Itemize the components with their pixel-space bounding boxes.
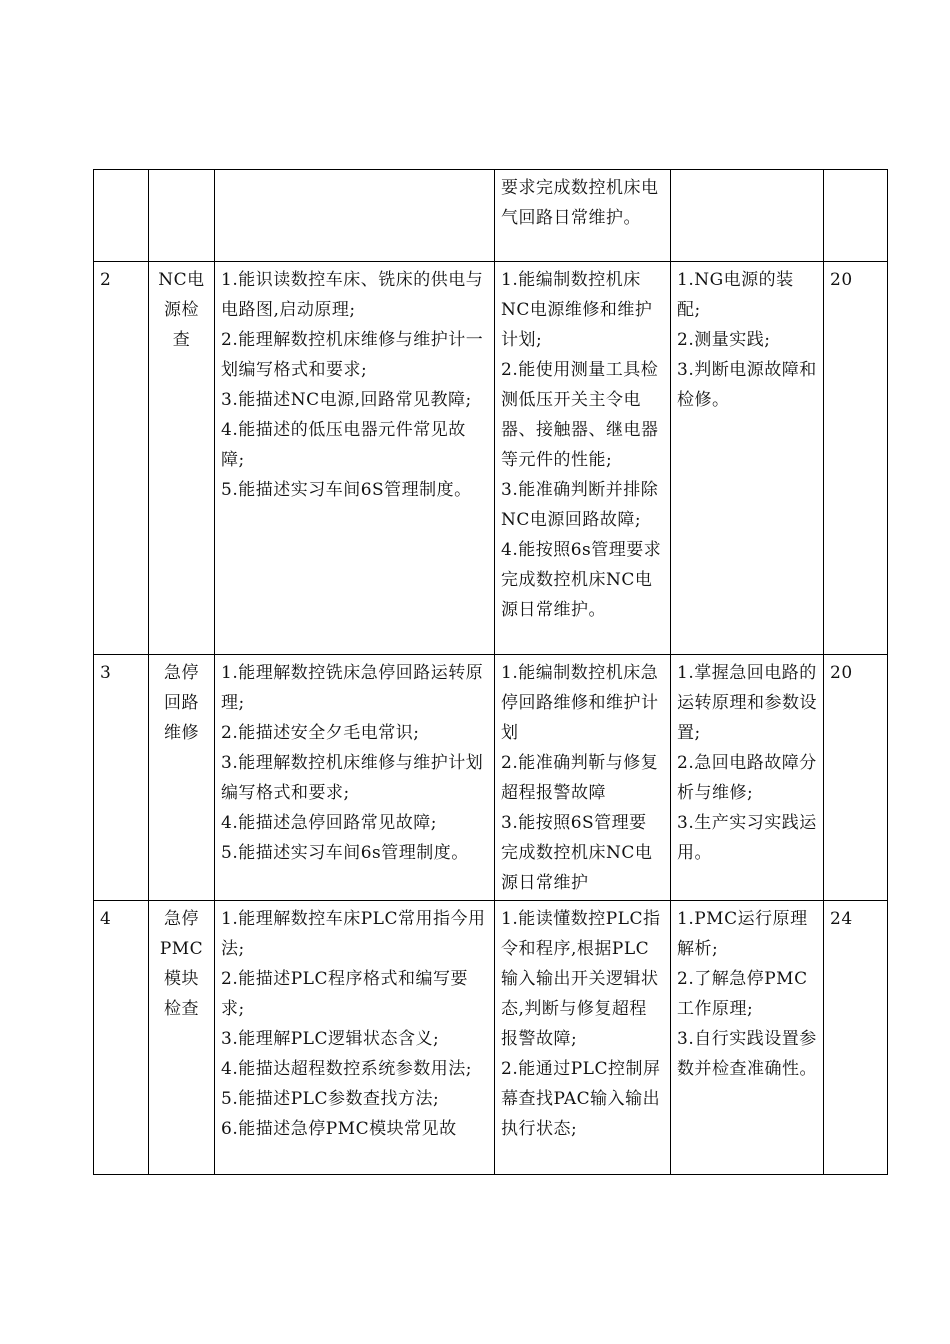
knowledge-item: 2.能描述安全夕毛电常识; [221, 723, 420, 743]
knowledge-item: 5.能描述实习车间6s管理制度。 [221, 843, 469, 863]
knowledge-item: 2.能描述PLC程序格式和编写要求; [221, 969, 468, 1019]
knowledge-item: 3.能理解PLC逻辑状态含义; [221, 1029, 440, 1049]
table-row [94, 901, 888, 1175]
hours-cell [824, 901, 888, 1175]
skill-requirements-cell [495, 262, 671, 655]
content-item: 1.NG电源的装配; [677, 270, 794, 320]
task-name-line: 检查 [164, 999, 199, 1019]
hours-cell [824, 170, 888, 262]
item-number: 2 [100, 270, 112, 290]
table-row [94, 170, 888, 262]
task-name-cell [149, 901, 215, 1175]
task-name-line: 源检 [164, 300, 199, 320]
item-number-cell [94, 655, 149, 901]
knowledge-requirements-cell [215, 262, 495, 655]
skill-item: 要求完成数控机床电气回路日常维护。 [501, 178, 659, 228]
skill-item: 3.能准确判断并排除NC电源回路故障; [501, 480, 659, 530]
skill-requirements-cell [495, 170, 671, 262]
knowledge-item: 1.能理解数控车床PLC常用指今用法; [221, 909, 486, 959]
skill-item: 1.能编制数控机床急停回路维修和维护计划 [501, 663, 659, 743]
content-item: 3.自行实践设置参数并检查准确性。 [677, 1029, 817, 1079]
skill-item: 1.能读懂数控PLC指令和程序,根据PLC输入输出开关逻辑状态,判断与修复超程报警故障; [501, 909, 661, 1049]
hours-cell [824, 262, 888, 655]
skill-item: 3.能按照6S管理要完成数控机床NC电源日常维护 [501, 813, 653, 893]
knowledge-item: 4.能描达超程数控系统参数用法; [221, 1059, 472, 1079]
knowledge-item: 4.能描述急停回路常见故障; [221, 813, 437, 833]
skill-item: 2.能通过PLC控制屏幕查找PAC输入输出执行状态; [501, 1059, 661, 1139]
training-content-cell [671, 170, 824, 262]
knowledge-item: 3.能理解数控机床维修与维护计划编写格式和要求; [221, 753, 484, 803]
content-item: 1.PMC运行原理解析; [677, 909, 808, 959]
knowledge-item: 2.能理解数控机床维修与维护计一划编写格式和要求; [221, 330, 484, 380]
item-number: 3 [100, 663, 112, 683]
hours-value: 20 [830, 663, 853, 683]
task-name-line: 模块 [164, 969, 199, 989]
content-item: 2.测量实践; [677, 330, 771, 350]
content-item: 2.了解急停PMC工作原理; [677, 969, 808, 1019]
curriculum-table [93, 169, 888, 1175]
table-row [94, 262, 888, 655]
task-name-cell [149, 262, 215, 655]
task-name-cell [149, 170, 215, 262]
task-name-line: 查 [172, 330, 191, 350]
training-content-cell [671, 655, 824, 901]
task-name-line: 急停 [164, 909, 199, 929]
knowledge-item: 1.能理解数控铣床急停回路运转原理; [221, 663, 484, 713]
item-number: 4 [100, 909, 112, 929]
hours-value: 24 [830, 909, 853, 929]
skill-item: 2.能准确判靳与修复超程报警故障 [501, 753, 659, 803]
content-item: 3.判断电源故障和检修。 [677, 360, 817, 410]
content-item: 2.急回电路故障分析与维修; [677, 753, 817, 803]
knowledge-item: 6.能描述急停PMC模块常见故 [221, 1119, 457, 1139]
task-name-line: 急停 [164, 663, 199, 683]
task-name-cell [149, 655, 215, 901]
item-number-cell [94, 262, 149, 655]
skill-requirements-cell [495, 901, 671, 1175]
knowledge-item: 5.能描述PLC参数查找方法; [221, 1089, 440, 1109]
knowledge-requirements-cell [215, 170, 495, 262]
skill-item: 2.能使用测量工具检测低压开关主令电器、接触器、继电器等元件的性能; [501, 360, 659, 470]
hours-value: 20 [830, 270, 853, 290]
knowledge-item: 5.能描述实习车间6S管理制度。 [221, 480, 472, 500]
training-content-cell [671, 901, 824, 1175]
knowledge-item: 1.能识读数控车床、铣床的供电与电路图,启动原理; [221, 270, 484, 320]
task-name-line: 回路 [164, 693, 199, 713]
hours-cell [824, 655, 888, 901]
content-item: 1.掌握急回电路的运转原理和参数设置; [677, 663, 817, 743]
table-row [94, 655, 888, 901]
task-name-line: NC电 [158, 270, 205, 290]
task-name-line: 维修 [164, 723, 199, 743]
item-number-cell [94, 901, 149, 1175]
item-number-cell [94, 170, 149, 262]
content-item: 3.生产实习实践运用。 [677, 813, 817, 863]
knowledge-item: 4.能描述的低压电器元件常见故障; [221, 420, 466, 470]
skill-requirements-cell [495, 655, 671, 901]
skill-item: 4.能按照6s管理要求完成数控机床NC电源日常维护。 [501, 540, 662, 620]
skill-item: 1.能编制数控机床NC电源维修和维护计划; [501, 270, 653, 350]
knowledge-requirements-cell [215, 901, 495, 1175]
training-content-cell [671, 262, 824, 655]
task-name-line: PMC [159, 939, 204, 959]
knowledge-requirements-cell [215, 655, 495, 901]
knowledge-item: 3.能描述NC电源,回路常见教障; [221, 390, 472, 410]
